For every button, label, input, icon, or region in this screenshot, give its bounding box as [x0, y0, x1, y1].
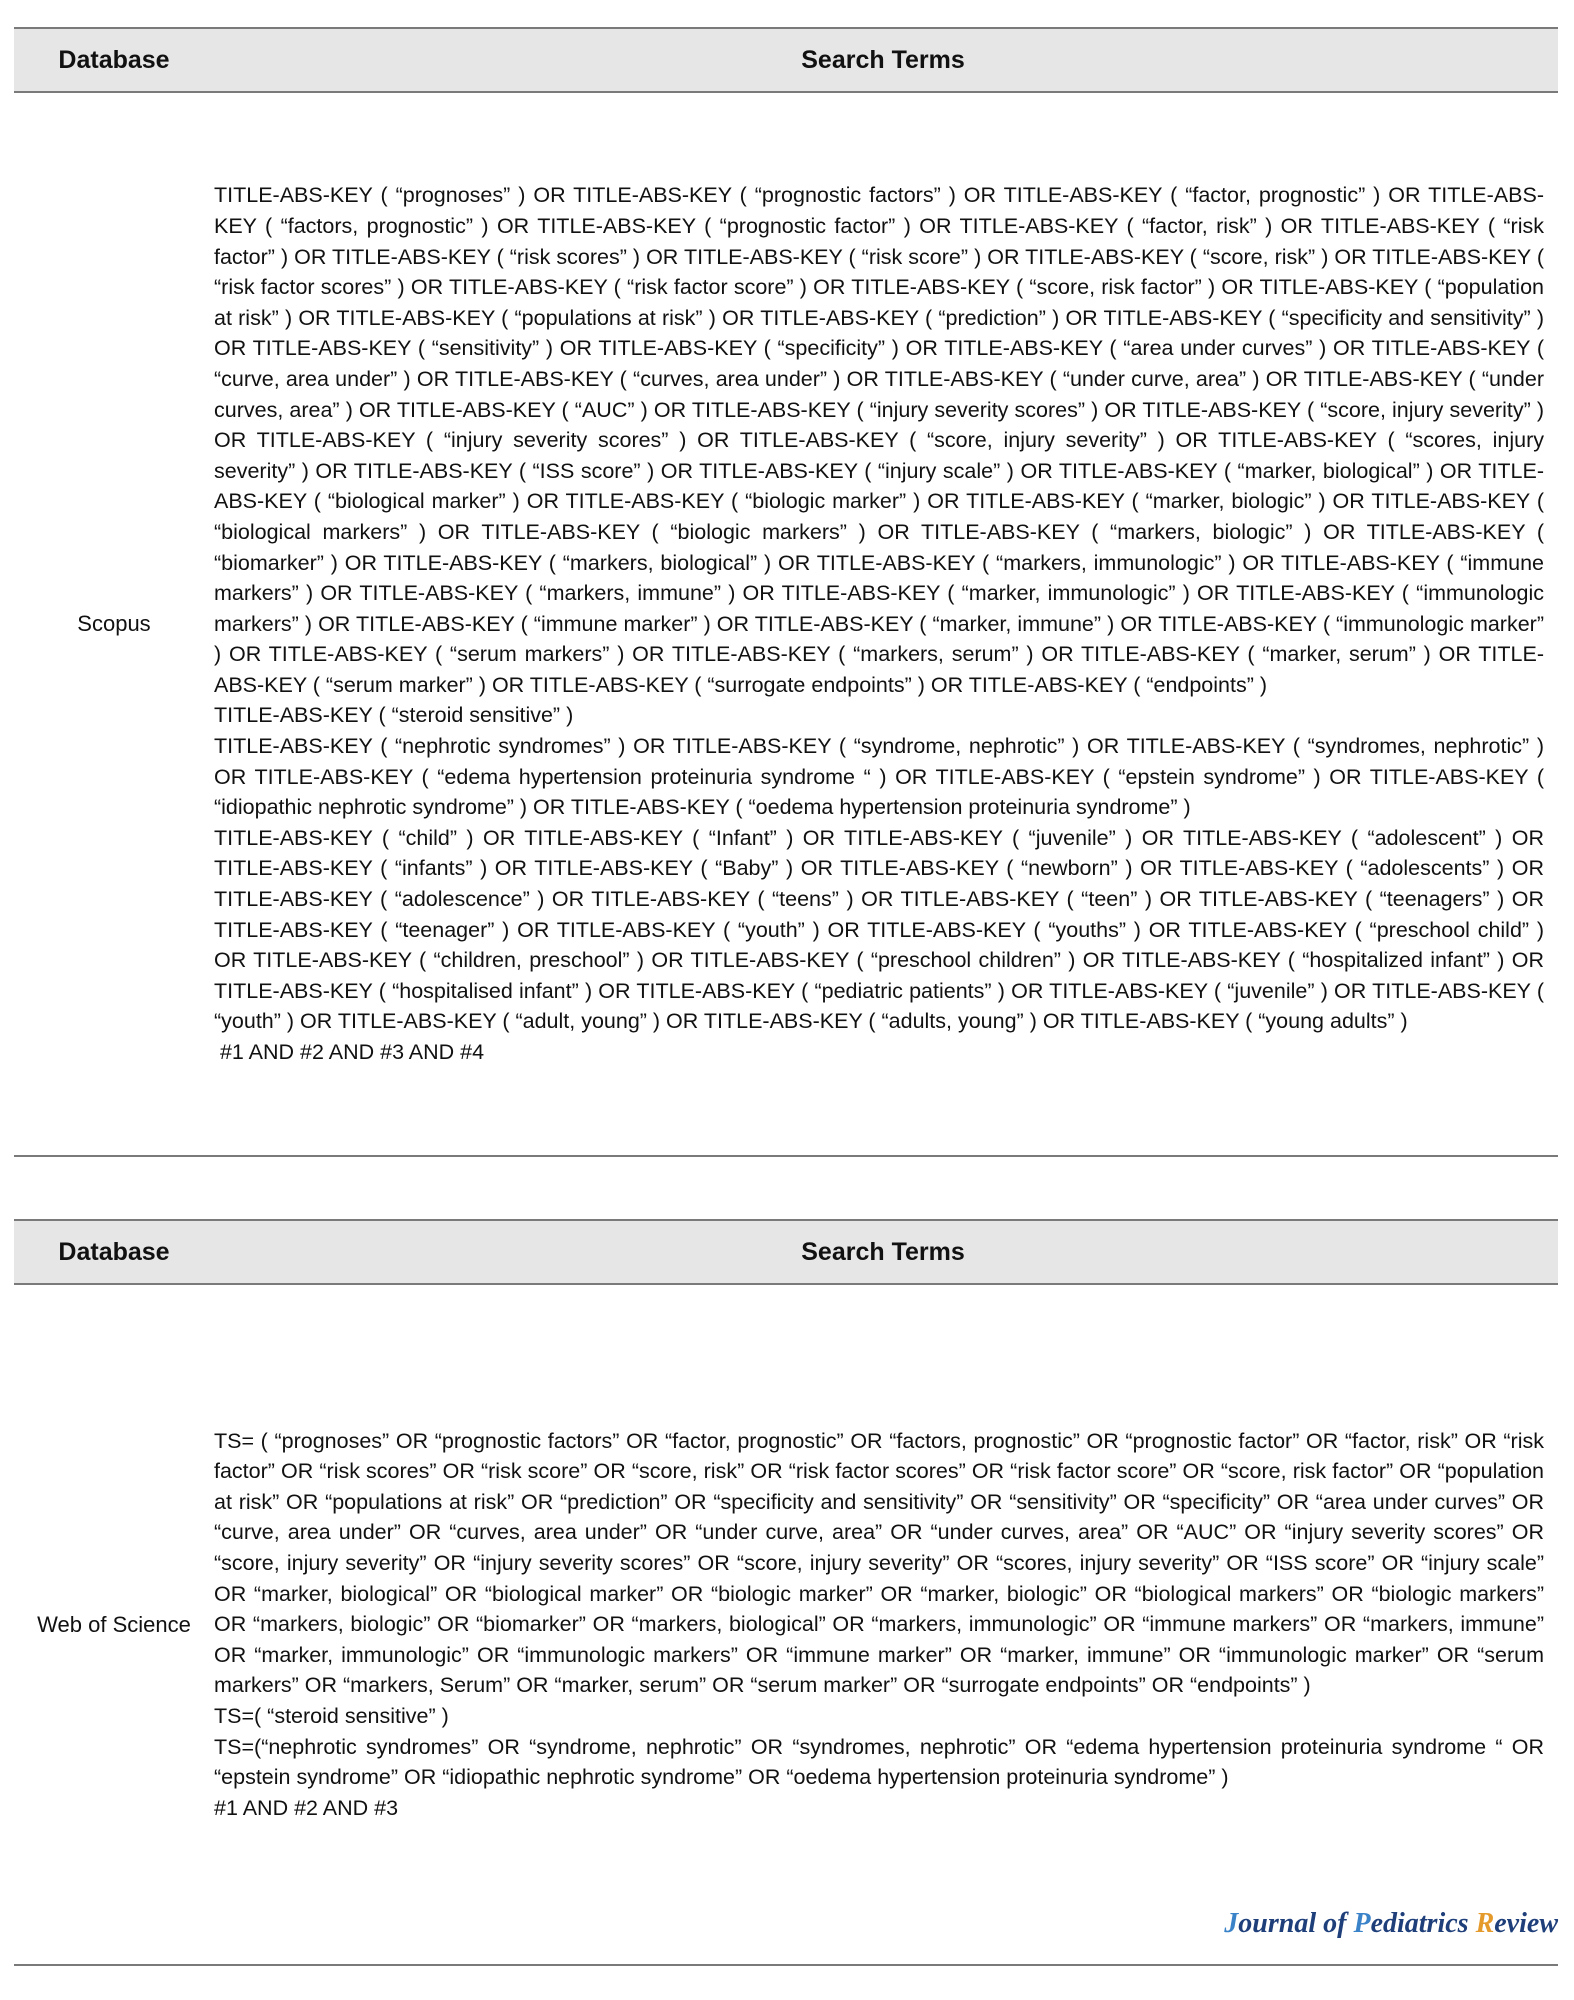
header-database: Database [58, 1237, 170, 1266]
logo-letter: R [1475, 1908, 1495, 1939]
search-line: TS=( “steroid sensitive” ) [214, 1703, 449, 1728]
table-row [14, 1285, 1558, 1966]
database-name: Scopus [77, 611, 151, 636]
search-line: TS=(“nephrotic syndromes” OR “syndrome, nephrotic” OR “syndromes, nephrotic” OR “edema hypertension proteinuria syndrome “ OR “epstein syndrome” OR “idiopathic nephrotic syndrome” OR “oedema hypertension proteinuria syndrome” ) [214, 1734, 1544, 1790]
search-line: TITLE-ABS-KEY ( “steroid sensitive” ) [214, 703, 574, 728]
search-line: #1 AND #2 AND #3 [214, 1795, 399, 1820]
logo-letter: P [1353, 1908, 1371, 1939]
header-database: Database [58, 45, 170, 74]
search-line: TITLE-ABS-KEY ( “nephrotic syndromes” ) OR TITLE-ABS-KEY ( “syndrome, nephrotic” ) OR TITLE-ABS-KEY ( “syndromes, nephrotic” ) OR TITLE-ABS-KEY ( “edema hypertension proteinuria syndrome “ ) OR TITLE-ABS-KEY ( “epstein syndrome” ) OR TITLE-ABS-KEY ( “idiopathic nephrotic syndrome” ) OR TITLE-ABS-KEY ( “oedema hypertension proteinuria syndrome” ) [214, 734, 1544, 820]
search-table-scopus [14, 27, 1558, 1157]
header-search-terms: Search Terms [801, 45, 965, 74]
journal-logo [1224, 1908, 1558, 1940]
search-line: TITLE-ABS-KEY ( “child” ) OR TITLE-ABS-KEY ( “Infant” ) OR TITLE-ABS-KEY ( “juvenile” ) OR TITLE-ABS-KEY ( “adolescent” ) OR TITLE-ABS-KEY ( “infants” ) OR TITLE-ABS-KEY ( “Baby” ) OR TITLE-ABS-KEY ( “newborn” ) OR TITLE-ABS-KEY ( “adolescents” ) OR TITLE-ABS-KEY ( “adolescence” ) OR TITLE-ABS-KEY ( “teens” ) OR TITLE-ABS-KEY ( “teen” ) OR TITLE-ABS-KEY ( “teenagers” ) OR TITLE-ABS-KEY ( “teenager” ) OR TITLE-ABS-KEY ( “youth” ) OR TITLE-ABS-KEY ( “youths” ) OR TITLE-ABS-KEY ( “preschool child” ) OR TITLE-ABS-KEY ( “children, preschool” ) OR TITLE-ABS-KEY ( “preschool children” ) OR TITLE-ABS-KEY ( “hospitalized infant” ) OR TITLE-ABS-KEY ( “hospitalised infant” ) OR TITLE-ABS-KEY ( “pediatric patients” ) OR TITLE-ABS-KEY ( “juvenile” ) OR TITLE-ABS-KEY ( “youth” ) OR TITLE-ABS-KEY ( “adult, young” ) OR TITLE-ABS-KEY ( “adults, young” ) OR TITLE-ABS-KEY ( “young adults” ) [214, 825, 1544, 1034]
header-search-terms: Search Terms [801, 1237, 965, 1266]
logo-text: eview [1494, 1908, 1558, 1939]
table-header [14, 27, 1558, 93]
logo-letter: J [1224, 1908, 1239, 1939]
search-line: #1 AND #2 AND #3 AND #4 [214, 1040, 485, 1065]
search-line: TITLE-ABS-KEY ( “prognoses” ) OR TITLE-ABS-KEY ( “prognostic factors” ) OR TITLE-ABS-KEY ( “factor, prognostic” ) OR TITLE-ABS-KEY ( “factors, prognostic” ) OR TITLE-ABS-KEY ( “prognostic factor” ) OR TITLE-ABS-KEY ( “factor, risk” ) OR TITLE-ABS-KEY ( “risk factor” ) OR TITLE-ABS-KEY ( “risk scores” ) OR TITLE-ABS-KEY ( “risk score” ) OR TITLE-ABS-KEY ( “score, risk” ) OR TITLE-ABS-KEY ( “risk factor scores” ) OR TITLE-ABS-KEY ( “risk factor score” ) OR TITLE-ABS-KEY ( “score, risk factor” ) OR TITLE-ABS-KEY ( “population at risk” ) OR TITLE-ABS-KEY ( “populations at risk” ) OR TITLE-ABS-KEY ( “prediction” ) OR TITLE-ABS-KEY ( “specificity and sensitivity” ) OR TITLE-ABS-KEY ( “sensitivity” ) OR TITLE-ABS-KEY ( “specificity” ) OR TITLE-ABS-KEY ( “area under curves” ) OR TITLE-ABS-KEY ( “curve, area under” ) OR TITLE-ABS-KEY ( “curves, area under” ) OR TITLE-ABS-KEY ( “under curve, area” ) OR TITLE-ABS-KEY ( “under curves, area” ) OR TITLE-ABS-KEY ( “AUC” ) OR TITLE-ABS-KEY ( “injury severity scores” ) OR TITLE-ABS-KEY ( “score, injury severity” ) OR TITLE-ABS-KEY ( “injury severity scores” ) OR TITLE-ABS-KEY ( “score, injury severity” ) OR TITLE-ABS-KEY ( “scores, injury severity” ) OR TITLE-ABS-KEY ( “ISS score” ) OR TITLE-ABS-KEY ( “injury scale” ) OR TITLE-ABS-KEY ( “marker, biological” ) OR TITLE-ABS-KEY ( “biological marker” ) OR TITLE-ABS-KEY ( “biologic marker” ) OR TITLE-ABS-KEY ( “marker, biologic” ) OR TITLE-ABS-KEY ( “biological markers” ) OR TITLE-ABS-KEY ( “biologic markers” ) OR TITLE-ABS-KEY ( “markers, biologic” ) OR TITLE-ABS-KEY ( “biomarker” ) OR TITLE-ABS-KEY ( “markers, biological” ) OR TITLE-ABS-KEY ( “markers, immunologic” ) OR TITLE-ABS-KEY ( “immune markers” ) OR TITLE-ABS-KEY ( “markers, immune” ) OR TITLE-ABS-KEY ( “marker, immunologic” ) OR TITLE-ABS-KEY ( “immunologic markers” ) OR TITLE-ABS-KEY ( “immune marker” ) OR TITLE-ABS-KEY ( “marker, immune” ) OR TITLE-ABS-KEY ( “immunologic marker” ) OR TITLE-ABS-KEY ( “serum markers” ) OR TITLE-ABS-KEY ( “markers, serum” ) OR TITLE-ABS-KEY ( “marker, serum” ) OR TITLE-ABS-KEY ( “serum marker” ) OR TITLE-ABS-KEY ( “surrogate endpoints” ) OR TITLE-ABS-KEY ( “endpoints” ) [214, 183, 1544, 697]
logo-text: ournal of [1238, 1908, 1354, 1939]
table-header [14, 1219, 1558, 1285]
search-terms-cell [214, 1426, 1558, 1824]
table-row [14, 93, 1558, 1157]
database-name: Web of Science [37, 1611, 191, 1637]
logo-text: ediatrics [1370, 1908, 1476, 1939]
search-table-web-of-science [14, 1219, 1558, 1966]
search-terms-cell [214, 180, 1558, 1067]
search-line: TS= ( “prognoses” OR “prognostic factors” OR “factor, prognostic” OR “factors, prognostic” OR “prognostic factor” OR “factor, risk” OR “risk factor” OR “risk scores” OR “risk score” OR “score, risk” OR “risk factor scores” OR “risk factor score” OR “score, risk factor” OR “population at risk” OR “populations at risk” OR “prediction” OR “specificity and sensitivity” OR “sensitivity” OR “specificity” OR “area under curves” OR “curve, area under” OR “curves, area under” OR “under curve, area” OR “under curves, area” OR “AUC” OR “injury severity scores” OR “score, injury severity” OR “injury severity scores” OR “score, injury severity” OR “scores, injury severity” OR “ISS score” OR “injury scale” OR “marker, biological” OR “biological marker” OR “biologic marker” OR “marker, biologic” OR “biological markers” OR “biologic markers” OR “markers, biologic” OR “biomarker” OR “markers, biological” OR “markers, immunologic” OR “immune markers” OR “markers, immune” OR “marker, immunologic” OR “immunologic markers” OR “immune marker” OR “marker, immune” OR “immunologic marker” OR “serum markers” OR “markers, Serum” OR “marker, serum” OR “serum marker” OR “surrogate endpoints” OR “endpoints” ) [214, 1428, 1544, 1698]
